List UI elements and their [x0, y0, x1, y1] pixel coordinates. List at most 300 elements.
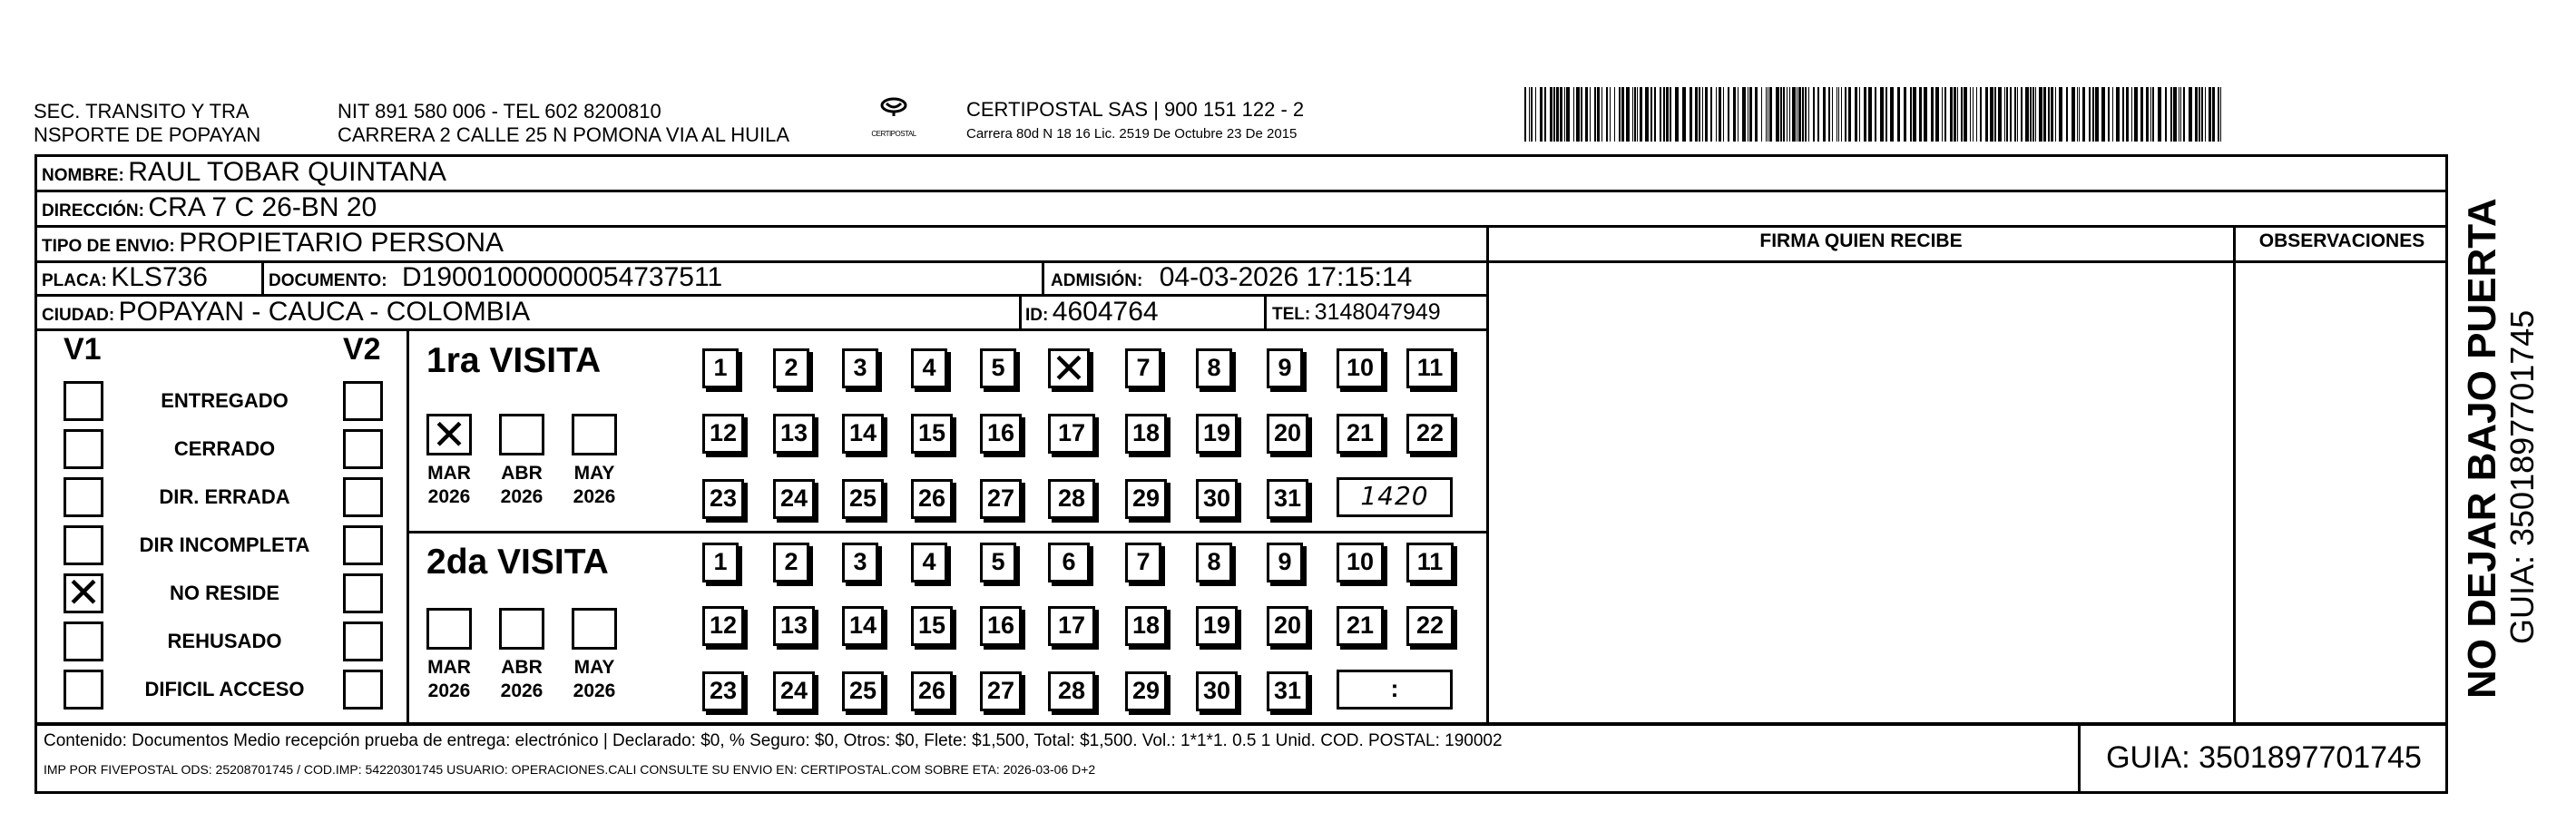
footer-line-2: IMP POR FIVEPOSTAL ODS: 25208701745 / COD.IMP: 54220301745 USUARIO: OPERACIONES.CALI CONSULTE SU ENVIO EN: CERTIPOSTAL.COM SOBRE ETA: 2026-03-06 D+2	[44, 762, 1096, 777]
footer-line-1: Contenido: Documentos Medio recepción prueba de entrega: electrónico | Declarado: $0, % Seguro: $0, Otros: $0, Flete: $1,500, Total: $1,500. Vol.: 1*1*1. 0.5 1 Unid. COD. POSTAL: 190002	[44, 731, 1503, 750]
visit1-day-9[interactable]: 9	[1267, 348, 1303, 388]
v2-checkbox-dir-errada[interactable]	[343, 477, 383, 517]
documento-field	[269, 261, 722, 299]
barcode-bar	[2004, 87, 2005, 142]
org-line-2: NSPORTE DE POPAYAN	[34, 123, 261, 146]
barcode-bar	[1985, 87, 1988, 142]
visit2-day-31[interactable]: 31	[1267, 671, 1308, 711]
barcode-bar	[1529, 87, 1530, 142]
visit2-day-19[interactable]: 19	[1196, 606, 1238, 646]
barcode-bar	[1573, 87, 1574, 142]
tipo-envio-label: TIPO DE ENVIO:	[42, 237, 175, 256]
barcode-bar	[1755, 87, 1758, 142]
visit2-day-10[interactable]: 10	[1337, 543, 1384, 582]
barcode-bar	[2146, 87, 2149, 142]
barcode-bar	[2199, 87, 2200, 142]
visit1-day-29[interactable]: 29	[1125, 479, 1167, 519]
visit2-year-label-abr: 2026	[500, 680, 544, 701]
barcode-bar	[1733, 87, 1736, 142]
barcode-bar	[1973, 87, 1974, 142]
visit2-day-30[interactable]: 30	[1196, 671, 1238, 711]
visit1-day-12[interactable]: 12	[702, 414, 744, 454]
ciudad-field	[42, 296, 530, 333]
v1-checkbox-cerrado[interactable]	[64, 429, 103, 469]
courier-line-2: Carrera 80d N 18 16 Lic. 2519 De Octubre 23 De 2015	[966, 126, 1298, 142]
barcode-bar	[1634, 87, 1636, 142]
barcode-bar	[1855, 87, 1857, 142]
barcode-bar	[1769, 87, 1772, 142]
barcode-bar	[2170, 87, 2172, 142]
barcode-bar	[1560, 87, 1562, 142]
org-line-1: SEC. TRANSITO Y TRA	[34, 100, 250, 122]
barcode-bar	[1961, 87, 1963, 142]
barcode-bar	[1761, 87, 1762, 142]
barcode-bar	[1823, 87, 1826, 142]
barcode-bar	[1606, 87, 1608, 142]
visit1-year-label-abr: 2026	[500, 486, 544, 507]
barcode-bar	[2043, 87, 2046, 142]
visit2-day-26[interactable]: 26	[911, 671, 953, 711]
ciudad-label: CIUDAD:	[42, 306, 115, 325]
placa-label: PLACA:	[42, 271, 107, 290]
barcode-bar	[1789, 87, 1790, 142]
visit1-day-25[interactable]: 25	[842, 479, 884, 519]
side-warning: NO DEJAR BAJO PUERTA	[2460, 198, 2504, 699]
nit-line: NIT 891 580 006 - TEL 602 8200810	[338, 100, 661, 122]
visit2-day-21[interactable]: 21	[1337, 606, 1384, 646]
barcode-bar	[1864, 87, 1866, 142]
barcode-bar	[2014, 87, 2016, 142]
firma-label: FIRMA QUIEN RECIBE	[1759, 230, 1963, 251]
visit2-month-label-abr: ABR	[501, 657, 543, 678]
visit2-day-3[interactable]: 3	[842, 543, 878, 582]
visit1-day-17[interactable]: 17	[1048, 414, 1095, 454]
barcode-bar	[1564, 87, 1565, 142]
visit1-month-check-mark: ✕	[431, 411, 467, 458]
barcode-bar	[2092, 87, 2094, 142]
barcode-bar	[2010, 87, 2012, 142]
barcode-bar	[1957, 87, 1958, 142]
visit1-day-26[interactable]: 26	[911, 479, 953, 519]
visit1-day-14[interactable]: 14	[842, 414, 884, 454]
visit2-day-27[interactable]: 27	[980, 671, 1022, 711]
visit1-time-box[interactable]	[1337, 477, 1453, 517]
barcode-bar	[1950, 87, 1953, 142]
barcode-bar	[1675, 87, 1679, 142]
barcode-bar	[1897, 87, 1900, 142]
v1-checkbox-rehusado[interactable]	[64, 622, 103, 661]
barcode-bar	[1650, 87, 1652, 142]
barcode-bar	[1935, 87, 1939, 142]
id-field	[1025, 296, 1159, 333]
barcode-bar	[2108, 87, 2110, 142]
barcode-bar	[1723, 87, 1724, 142]
barcode-bar	[1890, 87, 1894, 142]
barcode-bar	[1832, 87, 1833, 142]
placa-field	[42, 261, 208, 299]
visit2-day-12[interactable]: 12	[702, 606, 744, 646]
documento-value: D19001000000054737511	[402, 262, 723, 292]
barcode-bar	[2152, 87, 2154, 142]
barcode-bar	[1990, 87, 1993, 142]
admision-value: 04-03-2026 17:15:14	[1159, 262, 1413, 292]
barcode-bar	[1931, 87, 1934, 142]
barcode-bar	[2072, 87, 2075, 142]
placa-value: KLS736	[111, 262, 208, 292]
barcode-bar	[2218, 87, 2219, 142]
barcode-bar	[1619, 87, 1621, 142]
barcode-bar	[1944, 87, 1946, 142]
v1-checkbox-dir-incompleta[interactable]	[64, 525, 103, 565]
barcode-bar	[2116, 87, 2120, 142]
visit1-day-27[interactable]: 27	[980, 479, 1022, 519]
visit2-day-16[interactable]: 16	[980, 606, 1022, 646]
status-option-cerrado: CERRADO	[173, 437, 276, 460]
barcode-bar	[1828, 87, 1830, 142]
visit2-month-checkbox-mar[interactable]	[426, 608, 472, 650]
visit1-day-7[interactable]: 7	[1125, 348, 1161, 388]
barcode-bar	[2201, 87, 2203, 142]
visit2-day-23[interactable]: 23	[702, 671, 744, 711]
barcode-bar	[2017, 87, 2018, 142]
tel-label: TEL:	[1272, 305, 1311, 324]
courier-line-1: CERTIPOSTAL SAS | 900 151 122 - 2	[966, 98, 1305, 121]
barcode-bar	[1904, 87, 1906, 142]
barcode-bar	[2180, 87, 2181, 142]
side-guia: GUIA: 3501897701745	[2503, 309, 2541, 644]
barcode-bar	[2048, 87, 2050, 142]
visit2-month-checkbox-may[interactable]	[572, 608, 617, 650]
visit1-month-checkbox-abr[interactable]	[499, 414, 544, 455]
barcode-bar	[1637, 87, 1638, 142]
barcode-bar	[1924, 87, 1927, 142]
barcode-bar	[1610, 87, 1611, 142]
barcode-bar	[1601, 87, 1602, 142]
barcode-bar	[2051, 87, 2053, 142]
visit1-day-5[interactable]: 5	[980, 348, 1016, 388]
visit2-month-label-mar: MAR	[427, 657, 471, 678]
v2-checkbox-rehusado[interactable]	[343, 622, 383, 661]
barcode-bar	[1566, 87, 1570, 142]
admision-label: ADMISIÓN:	[1051, 271, 1143, 290]
barcode-bar	[2205, 87, 2206, 142]
barcode-bar	[1913, 87, 1916, 142]
barcode-bar	[1710, 87, 1712, 142]
visit2-day-13[interactable]: 13	[773, 606, 815, 646]
documento-label: DOCUMENTO:	[269, 271, 387, 290]
id-label: ID:	[1025, 306, 1049, 325]
visit2-day-8[interactable]: 8	[1196, 543, 1232, 582]
visit2-time-placeholder: :	[1390, 675, 1399, 702]
barcode-bar	[2089, 87, 2091, 142]
visit2-day-14[interactable]: 14	[842, 606, 884, 646]
visit2-month-checkbox-abr[interactable]	[499, 608, 544, 650]
barcode-bar	[1919, 87, 1922, 142]
nombre-field	[42, 156, 446, 193]
visit1-day-11[interactable]: 11	[1406, 348, 1454, 388]
visit1-year-label-may: 2026	[573, 486, 616, 507]
visit2-time-box[interactable]	[1337, 670, 1453, 710]
barcode-bar	[2131, 87, 2132, 142]
barcode-bar	[2165, 87, 2167, 142]
barcode-bar	[1845, 87, 1846, 142]
barcode-bar	[1550, 87, 1552, 142]
barcode-bar	[2079, 87, 2080, 142]
barcode-bar	[1749, 87, 1752, 142]
barcode-bar	[2140, 87, 2143, 142]
status-option-dir-errada: DIR. ERRADA	[159, 485, 290, 508]
barcode-bar	[2126, 87, 2129, 142]
barcode-bar	[2095, 87, 2099, 142]
visit1-day-15[interactable]: 15	[911, 414, 953, 454]
tel-field	[1272, 296, 1441, 332]
nombre-label: NOMBRE:	[42, 166, 124, 185]
barcode-bar	[2195, 87, 2198, 142]
barcode-bar	[1581, 87, 1582, 142]
barcode-bar	[1980, 87, 1982, 142]
barcode-bar	[1880, 87, 1884, 142]
visit2-day-11[interactable]: 11	[1406, 543, 1454, 582]
barcode-bar	[1942, 87, 1943, 142]
barcode-bar	[1954, 87, 1956, 142]
direccion-field	[42, 191, 377, 229]
logo-text: CERTIPOSTAL	[871, 130, 916, 138]
visit1-day-28[interactable]: 28	[1048, 479, 1095, 519]
footer-guia: GUIA: 3501897701745	[2106, 740, 2422, 775]
barcode-bar	[1666, 87, 1669, 142]
v2-checkbox-no-reside[interactable]	[343, 573, 383, 613]
admision-field	[1051, 261, 1412, 299]
visit2-day-5[interactable]: 5	[980, 543, 1016, 582]
certipostal-logo	[853, 91, 935, 145]
visit2-month-label-may: MAY	[573, 657, 615, 678]
barcode-bar	[2112, 87, 2113, 142]
visit2-day-25[interactable]: 25	[842, 671, 884, 711]
visit2-day-2[interactable]: 2	[773, 543, 809, 582]
barcode-bar	[1728, 87, 1729, 142]
barcode-bar	[1813, 87, 1815, 142]
v2-checkbox-dificil-acceso[interactable]	[343, 670, 383, 710]
barcode-bar	[2189, 87, 2192, 142]
barcode-bar	[1663, 87, 1665, 142]
barcode-bar	[1742, 87, 1746, 142]
barcode-bar	[1626, 87, 1630, 142]
visit1-day-3[interactable]: 3	[842, 348, 878, 388]
barcode-bar	[2183, 87, 2185, 142]
barcode-bar	[2025, 87, 2029, 142]
visit2-day-1[interactable]: 1	[702, 543, 739, 582]
tel-value: 3148047949	[1314, 299, 1441, 325]
barcode-bar	[2220, 87, 2221, 142]
observaciones-area[interactable]	[2236, 263, 2448, 722]
barcode-bar	[1802, 87, 1804, 142]
visit2-day-17[interactable]: 17	[1048, 606, 1095, 646]
barcode-bar	[1597, 87, 1600, 142]
barcode-bar	[1910, 87, 1912, 142]
barcode-bar	[1524, 87, 1526, 142]
signature-area[interactable]	[1489, 263, 2233, 722]
barcode	[1524, 87, 2232, 142]
barcode-bar	[1682, 87, 1686, 142]
v2-label: V2	[343, 332, 381, 367]
visit1-day-13[interactable]: 13	[773, 414, 815, 454]
barcode-bar	[1776, 87, 1779, 142]
visit1-day-4[interactable]: 4	[911, 348, 947, 388]
barcode-bar	[1787, 87, 1788, 142]
barcode-bar	[1594, 87, 1596, 142]
v2-checkbox-entregado[interactable]	[343, 381, 383, 421]
status-option-entregado: ENTREGADO	[161, 389, 289, 412]
barcode-bar	[1798, 87, 1801, 142]
visit2-day-15[interactable]: 15	[911, 606, 953, 646]
visit1-title: 1ra VISITA	[426, 341, 602, 380]
barcode-bar	[1783, 87, 1785, 142]
status-option-dificil-acceso: DIFICIL ACCESO	[144, 678, 305, 700]
barcode-bar	[1585, 87, 1588, 142]
visit2-day-7[interactable]: 7	[1125, 543, 1161, 582]
barcode-bar	[1817, 87, 1819, 142]
visit1-day-24[interactable]: 24	[773, 479, 815, 519]
barcode-bar	[1716, 87, 1717, 142]
barcode-bar	[2209, 87, 2211, 142]
nombre-value: RAUL TOBAR QUINTANA	[128, 157, 446, 187]
barcode-bar	[1645, 87, 1649, 142]
barcode-bar	[1805, 87, 1807, 142]
barcode-bar	[1670, 87, 1671, 142]
visit1-day-22[interactable]: 22	[1406, 414, 1454, 454]
status-option-no-reside: NO RESIDE	[169, 582, 280, 604]
visit1-month-checkbox-may[interactable]	[572, 414, 617, 455]
v2-checkbox-cerrado[interactable]	[343, 429, 383, 469]
visit2-day-29[interactable]: 29	[1125, 671, 1167, 711]
address-line: CARRERA 2 CALLE 25 N POMONA VIA AL HUILA	[338, 123, 790, 146]
ciudad-value: POPAYAN - CAUCA - COLOMBIA	[118, 297, 531, 327]
observaciones-label: OBSERVACIONES	[2258, 230, 2425, 251]
barcode-bar	[1705, 87, 1708, 142]
v1-check-mark: ✕	[65, 569, 102, 616]
barcode-bar	[1780, 87, 1782, 142]
direccion-label: DIRECCIÓN:	[42, 201, 144, 220]
barcode-bar	[2032, 87, 2034, 142]
barcode-bar	[1553, 87, 1555, 142]
barcode-bar	[1885, 87, 1887, 142]
v2-checkbox-dir-incompleta[interactable]	[343, 525, 383, 565]
barcode-bar	[1994, 87, 1996, 142]
visit2-title: 2da VISITA	[426, 543, 609, 582]
barcode-bar	[2101, 87, 2105, 142]
visit1-time: 1420	[1360, 481, 1429, 511]
visit1-day-check-mark: ✕	[1051, 345, 1087, 392]
barcode-bar	[1766, 87, 1767, 142]
barcode-bar	[1868, 87, 1872, 142]
barcode-bar	[2134, 87, 2138, 142]
visit1-month-label-may: MAY	[573, 463, 615, 484]
visit1-day-30[interactable]: 30	[1196, 479, 1238, 519]
barcode-bar	[1621, 87, 1624, 142]
visit2-year-label-mar: 2026	[427, 680, 471, 701]
status-option-rehusado: REHUSADO	[167, 630, 282, 652]
v1-label: V1	[64, 332, 102, 367]
barcode-bar	[1738, 87, 1739, 142]
barcode-bar	[2039, 87, 2042, 142]
barcode-bar	[1792, 87, 1796, 142]
visit1-day-20[interactable]: 20	[1267, 414, 1308, 454]
visit1-day-23[interactable]: 23	[702, 479, 744, 519]
visit2-day-9[interactable]: 9	[1267, 543, 1303, 582]
status-option-dir-incompleta: DIR INCOMPLETA	[139, 533, 310, 556]
visit1-day-1[interactable]: 1	[702, 348, 739, 388]
barcode-bar	[2021, 87, 2023, 142]
barcode-bar	[2066, 87, 2068, 142]
barcode-bar	[1535, 87, 1536, 142]
barcode-bar	[1838, 87, 1839, 142]
barcode-bar	[1699, 87, 1700, 142]
visit2-day-22[interactable]: 22	[1406, 606, 1454, 646]
visit2-day-4[interactable]: 4	[911, 543, 947, 582]
v1-checkbox-entregado[interactable]	[64, 381, 103, 421]
barcode-bar	[2006, 87, 2008, 142]
visit1-day-2[interactable]: 2	[773, 348, 809, 388]
barcode-bar	[2212, 87, 2215, 142]
barcode-bar	[2055, 87, 2056, 142]
barcode-bar	[1654, 87, 1656, 142]
visit1-day-21[interactable]: 21	[1337, 414, 1384, 454]
visit1-month-label-abr: ABR	[501, 463, 543, 484]
barcode-bar	[1976, 87, 1977, 142]
visit1-day-8[interactable]: 8	[1196, 348, 1232, 388]
visit1-day-31[interactable]: 31	[1267, 479, 1308, 519]
visit2-day-18[interactable]: 18	[1125, 606, 1167, 646]
barcode-bar	[2122, 87, 2124, 142]
barcode-bar	[2173, 87, 2177, 142]
v1-checkbox-dificil-acceso[interactable]	[64, 670, 103, 710]
visit1-day-16[interactable]: 16	[980, 414, 1022, 454]
barcode-bar	[2077, 87, 2078, 142]
barcode-bar	[2035, 87, 2036, 142]
visit1-day-18[interactable]: 18	[1125, 414, 1167, 454]
barcode-bar	[1632, 87, 1633, 142]
visit1-day-10[interactable]: 10	[1337, 348, 1384, 388]
barcode-bar	[1702, 87, 1703, 142]
barcode-bar	[1841, 87, 1842, 142]
tipo-envio-value: PROPIETARIO PERSONA	[179, 228, 504, 258]
visit2-day-28[interactable]: 28	[1048, 671, 1095, 711]
visit1-month-label-mar: MAR	[427, 463, 471, 484]
barcode-bar	[1695, 87, 1698, 142]
v1-checkbox-dir-errada[interactable]	[64, 477, 103, 517]
direccion-value: CRA 7 C 26-BN 20	[148, 192, 377, 222]
visit2-day-20[interactable]: 20	[1267, 606, 1308, 646]
barcode-bar	[1531, 87, 1533, 142]
barcode-bar	[1544, 87, 1546, 142]
barcode-bar	[1808, 87, 1809, 142]
barcode-bar	[1640, 87, 1642, 142]
visit2-year-label-may: 2026	[573, 680, 616, 701]
barcode-bar	[2059, 87, 2062, 142]
barcode-bar	[1576, 87, 1580, 142]
tipo-envio-field	[42, 227, 504, 264]
visit2-day-6[interactable]: 6	[1048, 543, 1090, 582]
barcode-bar	[2082, 87, 2085, 142]
visit1-day-19[interactable]: 19	[1196, 414, 1238, 454]
barcode-bar	[1964, 87, 1967, 142]
visit2-day-24[interactable]: 24	[773, 671, 815, 711]
barcode-bar	[2030, 87, 2032, 142]
barcode-bar	[1875, 87, 1876, 142]
barcode-bar	[1590, 87, 1591, 142]
barcode-bar	[1556, 87, 1559, 142]
barcode-bar	[1690, 87, 1692, 142]
